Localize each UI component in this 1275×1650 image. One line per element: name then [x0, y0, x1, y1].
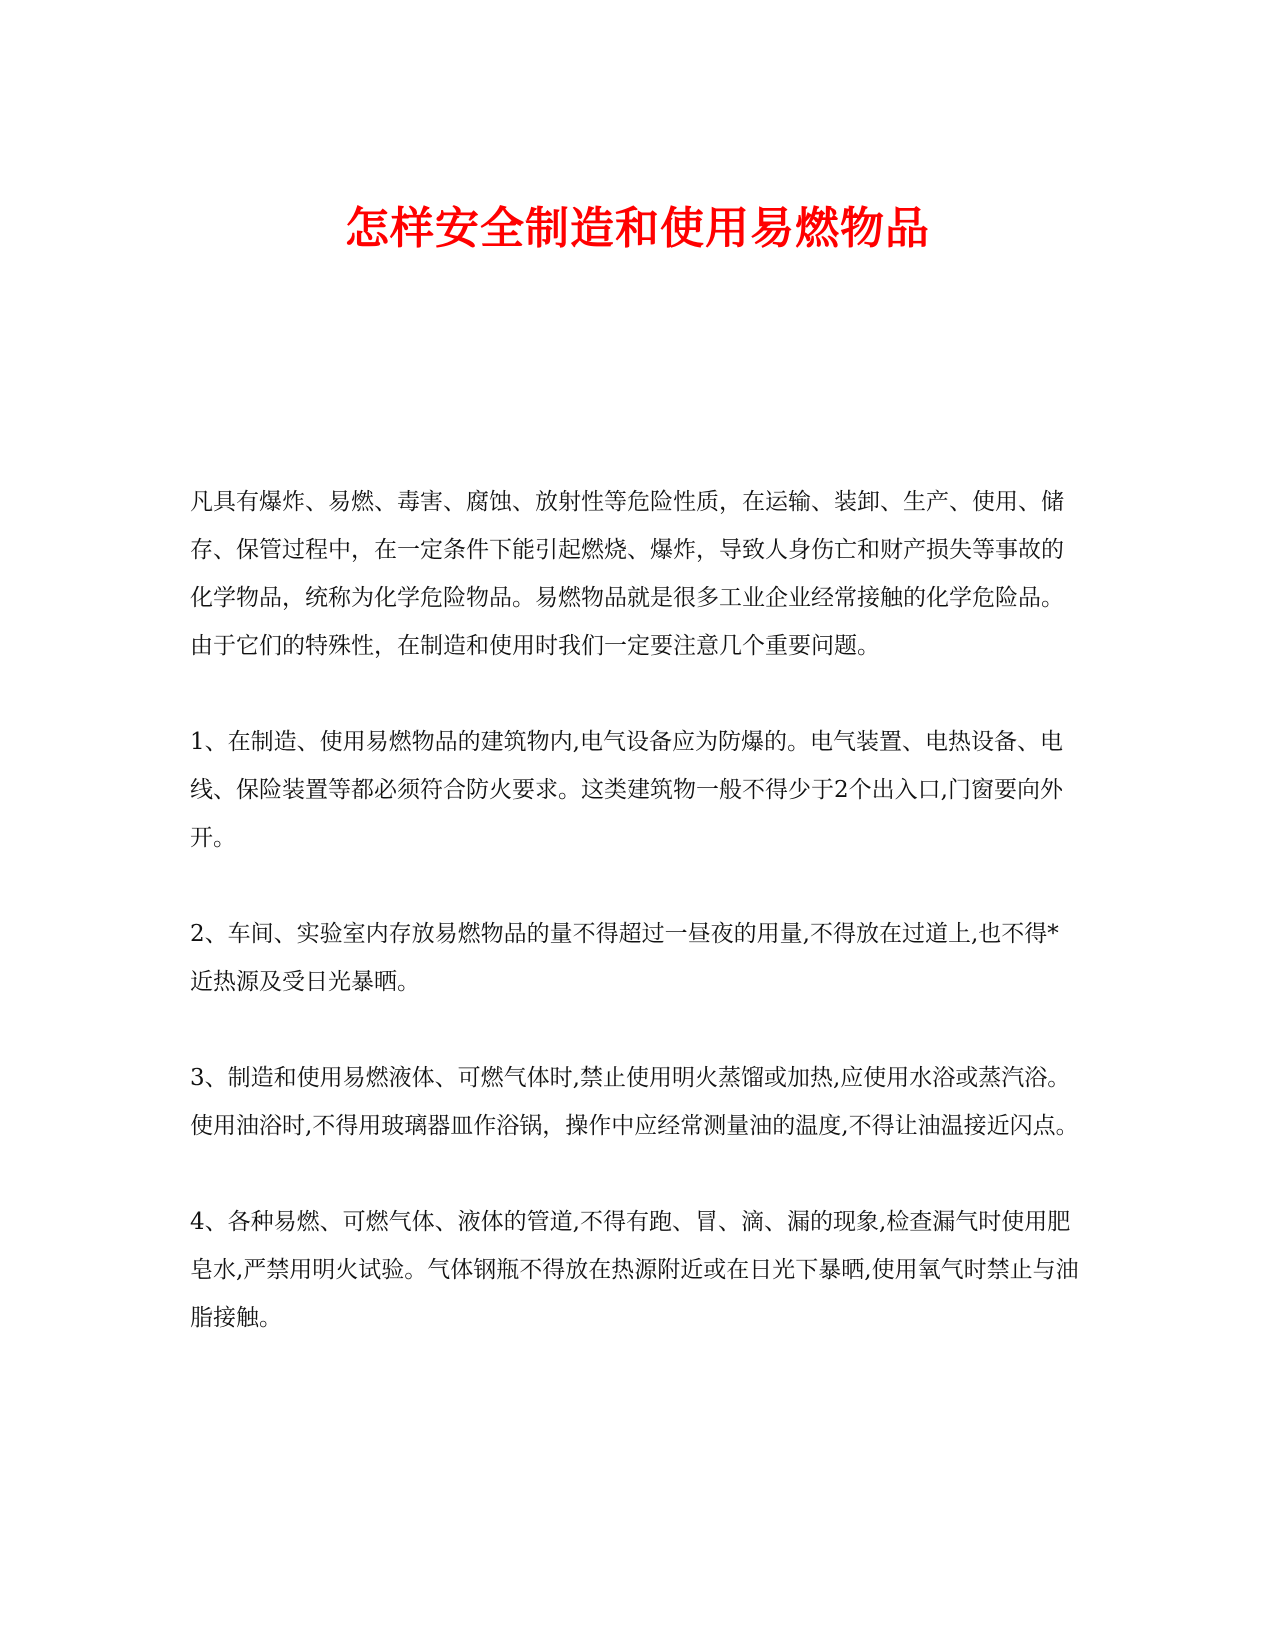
item-paragraph-2: 2、车间、实验室内存放易燃物品的量不得超过一昼夜的用量,不得放在过道上,也不得*近热源及受日光暴晒。 — [190, 921, 1059, 995]
item-paragraph-3: 3、制造和使用易燃液体、可燃气体时,禁止使用明火蒸馏或加热,应使用水浴或蒸汽浴。使用油浴时,不得用玻璃器皿作浴锅，操作中应经常测量油的温度,不得让油温接近闪点。 — [190, 1065, 1079, 1139]
item-paragraph-1: 1、在制造、使用易燃物品的建筑物内,电气设备应为防爆的。电气装置、电热设备、电线、保险装置等都必须符合防火要求。这类建筑物一般不得少于2个出入口,门窗要向外开。 — [190, 729, 1063, 851]
document-body — [190, 478, 1080, 1342]
intro-paragraph: 凡具有爆炸、易燃、毒害、腐蚀、放射性等危险性质，在运输、装卸、生产、使用、储存、保管过程中，在一定条件下能引起燃烧、爆炸，导致人身伤亡和财产损失等事故的化学物品，统称为化学危险物品。易燃物品就是很多工业企业经常接触的化学危险品。由于它们的特殊性，在制造和使用时我们一定要注意几个重要问题。 — [190, 489, 1064, 659]
document-title: 怎样安全制造和使用易燃物品 — [345, 203, 930, 255]
item-paragraph-4: 4、各种易燃、可燃气体、液体的管道,不得有跑、冒、滴、漏的现象,检查漏气时使用肥皂水,严禁用明火试验。气体钢瓶不得放在热源附近或在日光下暴晒,使用氧气时禁止与油脂接触。 — [190, 1209, 1079, 1331]
